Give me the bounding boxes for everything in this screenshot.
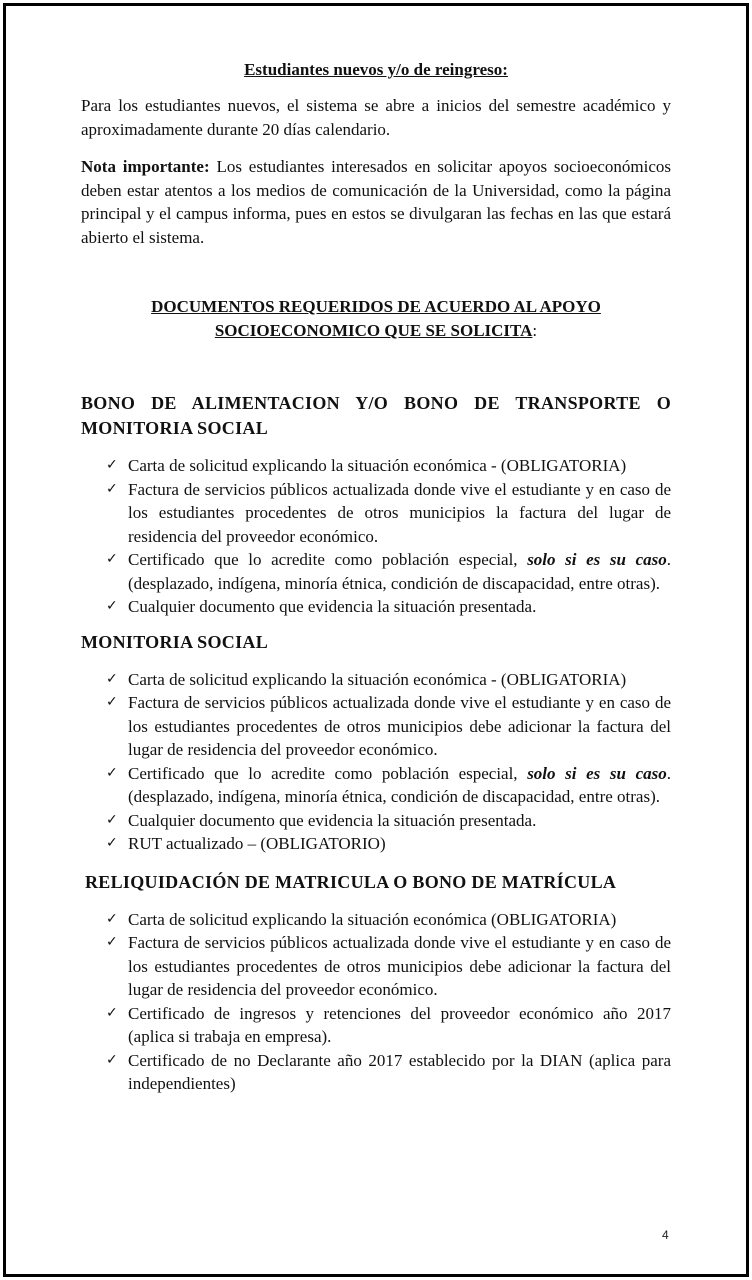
checkmark-icon: ✓ — [106, 457, 118, 473]
section2-list — [81, 668, 671, 856]
note-label: Nota importante: — [81, 157, 210, 176]
list-item — [81, 1002, 671, 1049]
list-item-text: Factura de servicios públicos actualizada donde vive el estudiante y en caso de los estudiantes procedentes de otros municipios debe adicionar la factura del lugar de residencia del proveedor económico. — [128, 933, 671, 999]
checkmark-icon: ✓ — [106, 1004, 118, 1021]
section3-list — [81, 908, 671, 1096]
list-item — [81, 908, 671, 932]
section-new-title-wrap — [81, 60, 671, 80]
section1-heading: BONO DE ALIMENTACION Y/O BONO DE TRANSPORTE O MONITORIA SOCIAL — [81, 393, 671, 438]
documents-title — [81, 295, 671, 343]
document-body — [81, 60, 671, 1096]
list-item — [81, 478, 671, 549]
list-item — [81, 691, 671, 762]
checkmark-icon: ✓ — [106, 934, 118, 950]
checkmark-icon: ✓ — [106, 694, 118, 710]
list-item — [81, 762, 671, 809]
checkmark-icon: ✓ — [106, 811, 118, 828]
list-item-text: Carta de solicitud explicando la situación económica - (OBLIGATORIA) — [128, 669, 627, 689]
list-item-text: RUT actualizado – (OBLIGATORIO) — [128, 834, 386, 853]
section1-list — [81, 454, 671, 619]
documents-title-line1: DOCUMENTOS REQUERIDOS DE ACUERDO AL APOYO — [151, 297, 601, 316]
section-new-title: Estudiantes nuevos y/o de reingreso: — [244, 60, 508, 79]
list-item-text: Certificado que lo acredite como población especial, — [128, 550, 528, 569]
list-item — [81, 595, 671, 619]
checkmark-icon: ✓ — [106, 551, 118, 567]
section3-heading: RELIQUIDACIÓN DE MATRICULA O BONO DE MATRÍCULA — [85, 871, 617, 892]
section2-heading: MONITORIA SOCIAL — [81, 631, 269, 652]
checkmark-icon: ✓ — [106, 910, 118, 927]
list-item-text: Certificado de no Declarante año 2017 establecido por la DIAN (aplica para independientes) — [128, 1050, 671, 1093]
list-item-text: Certificado que lo acredite como población especial, — [128, 763, 528, 783]
list-item — [81, 1049, 671, 1096]
checkmark-icon: ✓ — [106, 598, 118, 614]
list-item-text: Cualquier documento que evidencia la situación presentada. — [128, 597, 537, 616]
list-item-text: . (desplazado, indígena, minoría étnica, condición de discapacidad, entre otras). — [128, 763, 671, 806]
note-paragraph — [81, 155, 671, 249]
list-item — [81, 832, 671, 856]
list-item — [81, 931, 671, 1002]
list-item-text: Cualquier documento que evidencia la situación presentada. — [128, 810, 537, 830]
list-item-text: Carta de solicitud explicando la situación económica (OBLIGATORIA) — [128, 909, 617, 929]
checkmark-icon: ✓ — [106, 764, 118, 781]
checkmark-icon: ✓ — [106, 670, 118, 687]
checkmark-icon: ✓ — [106, 1051, 118, 1068]
emphasis-text: solo si es su caso — [527, 763, 667, 783]
list-item — [81, 809, 671, 833]
list-item-text: Carta de solicitud explicando la situación económica - (OBLIGATORIA) — [128, 456, 627, 475]
list-item — [81, 668, 671, 692]
list-item — [81, 548, 671, 595]
list-item-text: . (desplazado, indígena, minoría étnica, condición de discapacidad, entre otras). — [128, 550, 671, 593]
documents-title-line2: SOCIOECONOMICO QUE SE SOLICITA — [214, 321, 533, 340]
checkmark-icon: ✓ — [106, 835, 118, 851]
list-item-text: Factura de servicios públicos actualizada donde vive el estudiante y en caso de los estudiantes procedentes de otros municipios la factura del lugar de residencia del proveedor económico. — [128, 479, 671, 546]
checkmark-icon: ✓ — [106, 480, 118, 497]
section-new-paragraph: Para los estudiantes nuevos, el sistema se abre a inicios del semestre académico y aproximadamente durante 20 días calendario. — [81, 96, 671, 139]
documents-title-colon: : — [532, 321, 538, 340]
list-item — [81, 454, 671, 478]
list-item-text: Certificado de ingresos y retenciones del proveedor económico año 2017 (aplica si trabaja en empresa). — [128, 1003, 671, 1046]
page-number: 4 — [662, 1228, 669, 1242]
list-item-text: Factura de servicios públicos actualizada donde vive el estudiante y en caso de los estudiantes procedentes de otros municipios debe adicionar la factura del lugar de residencia del proveedor económico. — [128, 693, 671, 759]
note-text: Los estudiantes interesados en solicitar apoyos socioeconómicos deben estar atentos a los medios de comunicación de la Universidad, como la página principal y el campus informa, pues en estos se divulgaran las fechas en las que estará abierto el sistema. — [81, 157, 671, 247]
emphasis-text: solo si es su caso — [527, 550, 667, 569]
